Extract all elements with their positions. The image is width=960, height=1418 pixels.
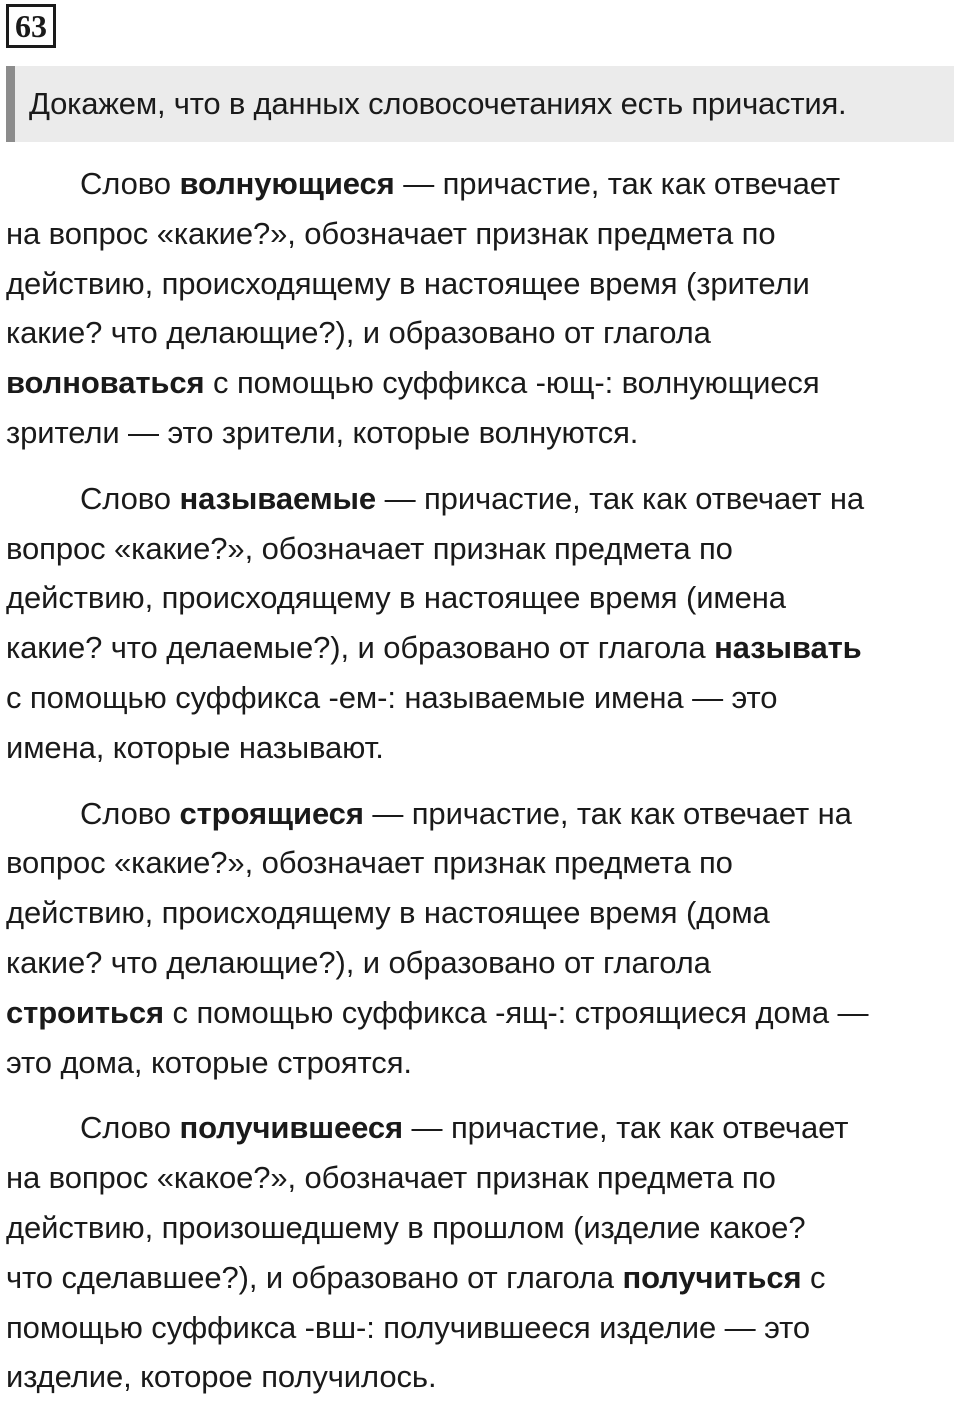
text-segment: действию, происходящему в настоящее время (имена [6, 580, 786, 616]
bold-term: называть [714, 630, 862, 666]
text-segment: Слово [80, 795, 180, 831]
paragraph [6, 159, 948, 458]
paragraph [6, 1103, 948, 1402]
text-segment: вопрос «какие?», обозначает признак предмета по [6, 530, 733, 566]
answer-text [6, 159, 948, 1418]
text-segment: — причастие, так как отвечает на [376, 480, 864, 516]
text-line [6, 358, 948, 408]
text-line [6, 259, 948, 309]
text-segment: с [801, 1259, 826, 1295]
text-segment: — причастие, так как отвечает на [363, 795, 852, 831]
text-segment: на вопрос «какое?», обозначает признак предмета по [6, 1160, 776, 1196]
bold-term: волноваться [6, 365, 205, 401]
text-segment: Слово [80, 166, 180, 201]
text-line [6, 524, 948, 574]
text-line [6, 573, 948, 623]
bold-term: называемые [179, 480, 377, 516]
text-segment: — причастие, так как отвечает [394, 166, 840, 201]
text-segment: зрители — это зрители, которые волнуются. [6, 414, 639, 450]
text-line [6, 209, 948, 259]
text-line [6, 838, 948, 888]
text-segment: изделие, которое получилось. [6, 1359, 437, 1395]
task-number: 63 [6, 4, 56, 48]
text-line [6, 1103, 948, 1153]
text-segment: это дома, которые строятся. [6, 1044, 412, 1080]
text-segment: имена, которые называют. [6, 729, 384, 765]
text-segment: вопрос «какие?», обозначает признак предмета по [6, 845, 733, 881]
text-line [6, 789, 948, 839]
text-segment: Слово [80, 1110, 180, 1146]
paragraph [6, 474, 948, 773]
text-line [6, 988, 948, 1038]
text-line [6, 1203, 948, 1253]
text-segment: какие? что делающие?), и образовано от глагола [6, 944, 711, 980]
text-line [6, 1253, 948, 1303]
text-segment: действию, происходящему в настоящее время (дома [6, 895, 770, 931]
bold-term: строиться [6, 994, 165, 1030]
text-line [6, 1303, 948, 1353]
text-line [6, 308, 948, 358]
text-line [6, 623, 948, 673]
text-segment: действию, произошедшему в прошлом (изделие какое? [6, 1209, 806, 1245]
text-line [6, 159, 948, 209]
text-segment: действию, происходящему в настоящее время (зрители [6, 265, 810, 301]
task-banner [6, 66, 954, 142]
text-segment: какие? что делаемые?), и образовано от глагола [6, 630, 715, 666]
text-segment: — причастие, так как отвечает [403, 1110, 849, 1146]
text-segment: с помощью суффикса -ющ-: волнующиеся [204, 365, 820, 401]
text-segment: что сделавшее?), и образовано от глагола [6, 1259, 623, 1295]
bold-term: строящиеся [179, 795, 364, 831]
text-segment: с помощью суффикса -ящ-: строящиеся дома — [164, 994, 869, 1030]
text-segment: с помощью суффикса -ем-: называемые имена — это [6, 679, 778, 715]
text-line [6, 938, 948, 988]
text-line [6, 1352, 948, 1402]
text-segment: какие? что делающие?), и образовано от глагола [6, 315, 711, 351]
text-segment: Слово [80, 480, 180, 516]
paragraph [6, 789, 948, 1088]
text-segment: помощью суффикса -вш-: получившееся изделие — это [6, 1309, 811, 1345]
bold-term: получившееся [179, 1110, 404, 1146]
text-line [6, 1153, 948, 1203]
text-line [6, 1038, 948, 1088]
text-line [6, 673, 948, 723]
text-line [6, 474, 948, 524]
text-line [6, 888, 948, 938]
bold-term: получиться [622, 1259, 802, 1295]
text-line [6, 723, 948, 773]
text-line [6, 408, 948, 458]
text-segment: на вопрос «какие?», обозначает признак предмета по [6, 215, 776, 251]
task-prompt: Докажем, что в данных словосочетаниях есть причастия. [29, 86, 847, 121]
bold-term: волнующиеся [179, 166, 395, 201]
